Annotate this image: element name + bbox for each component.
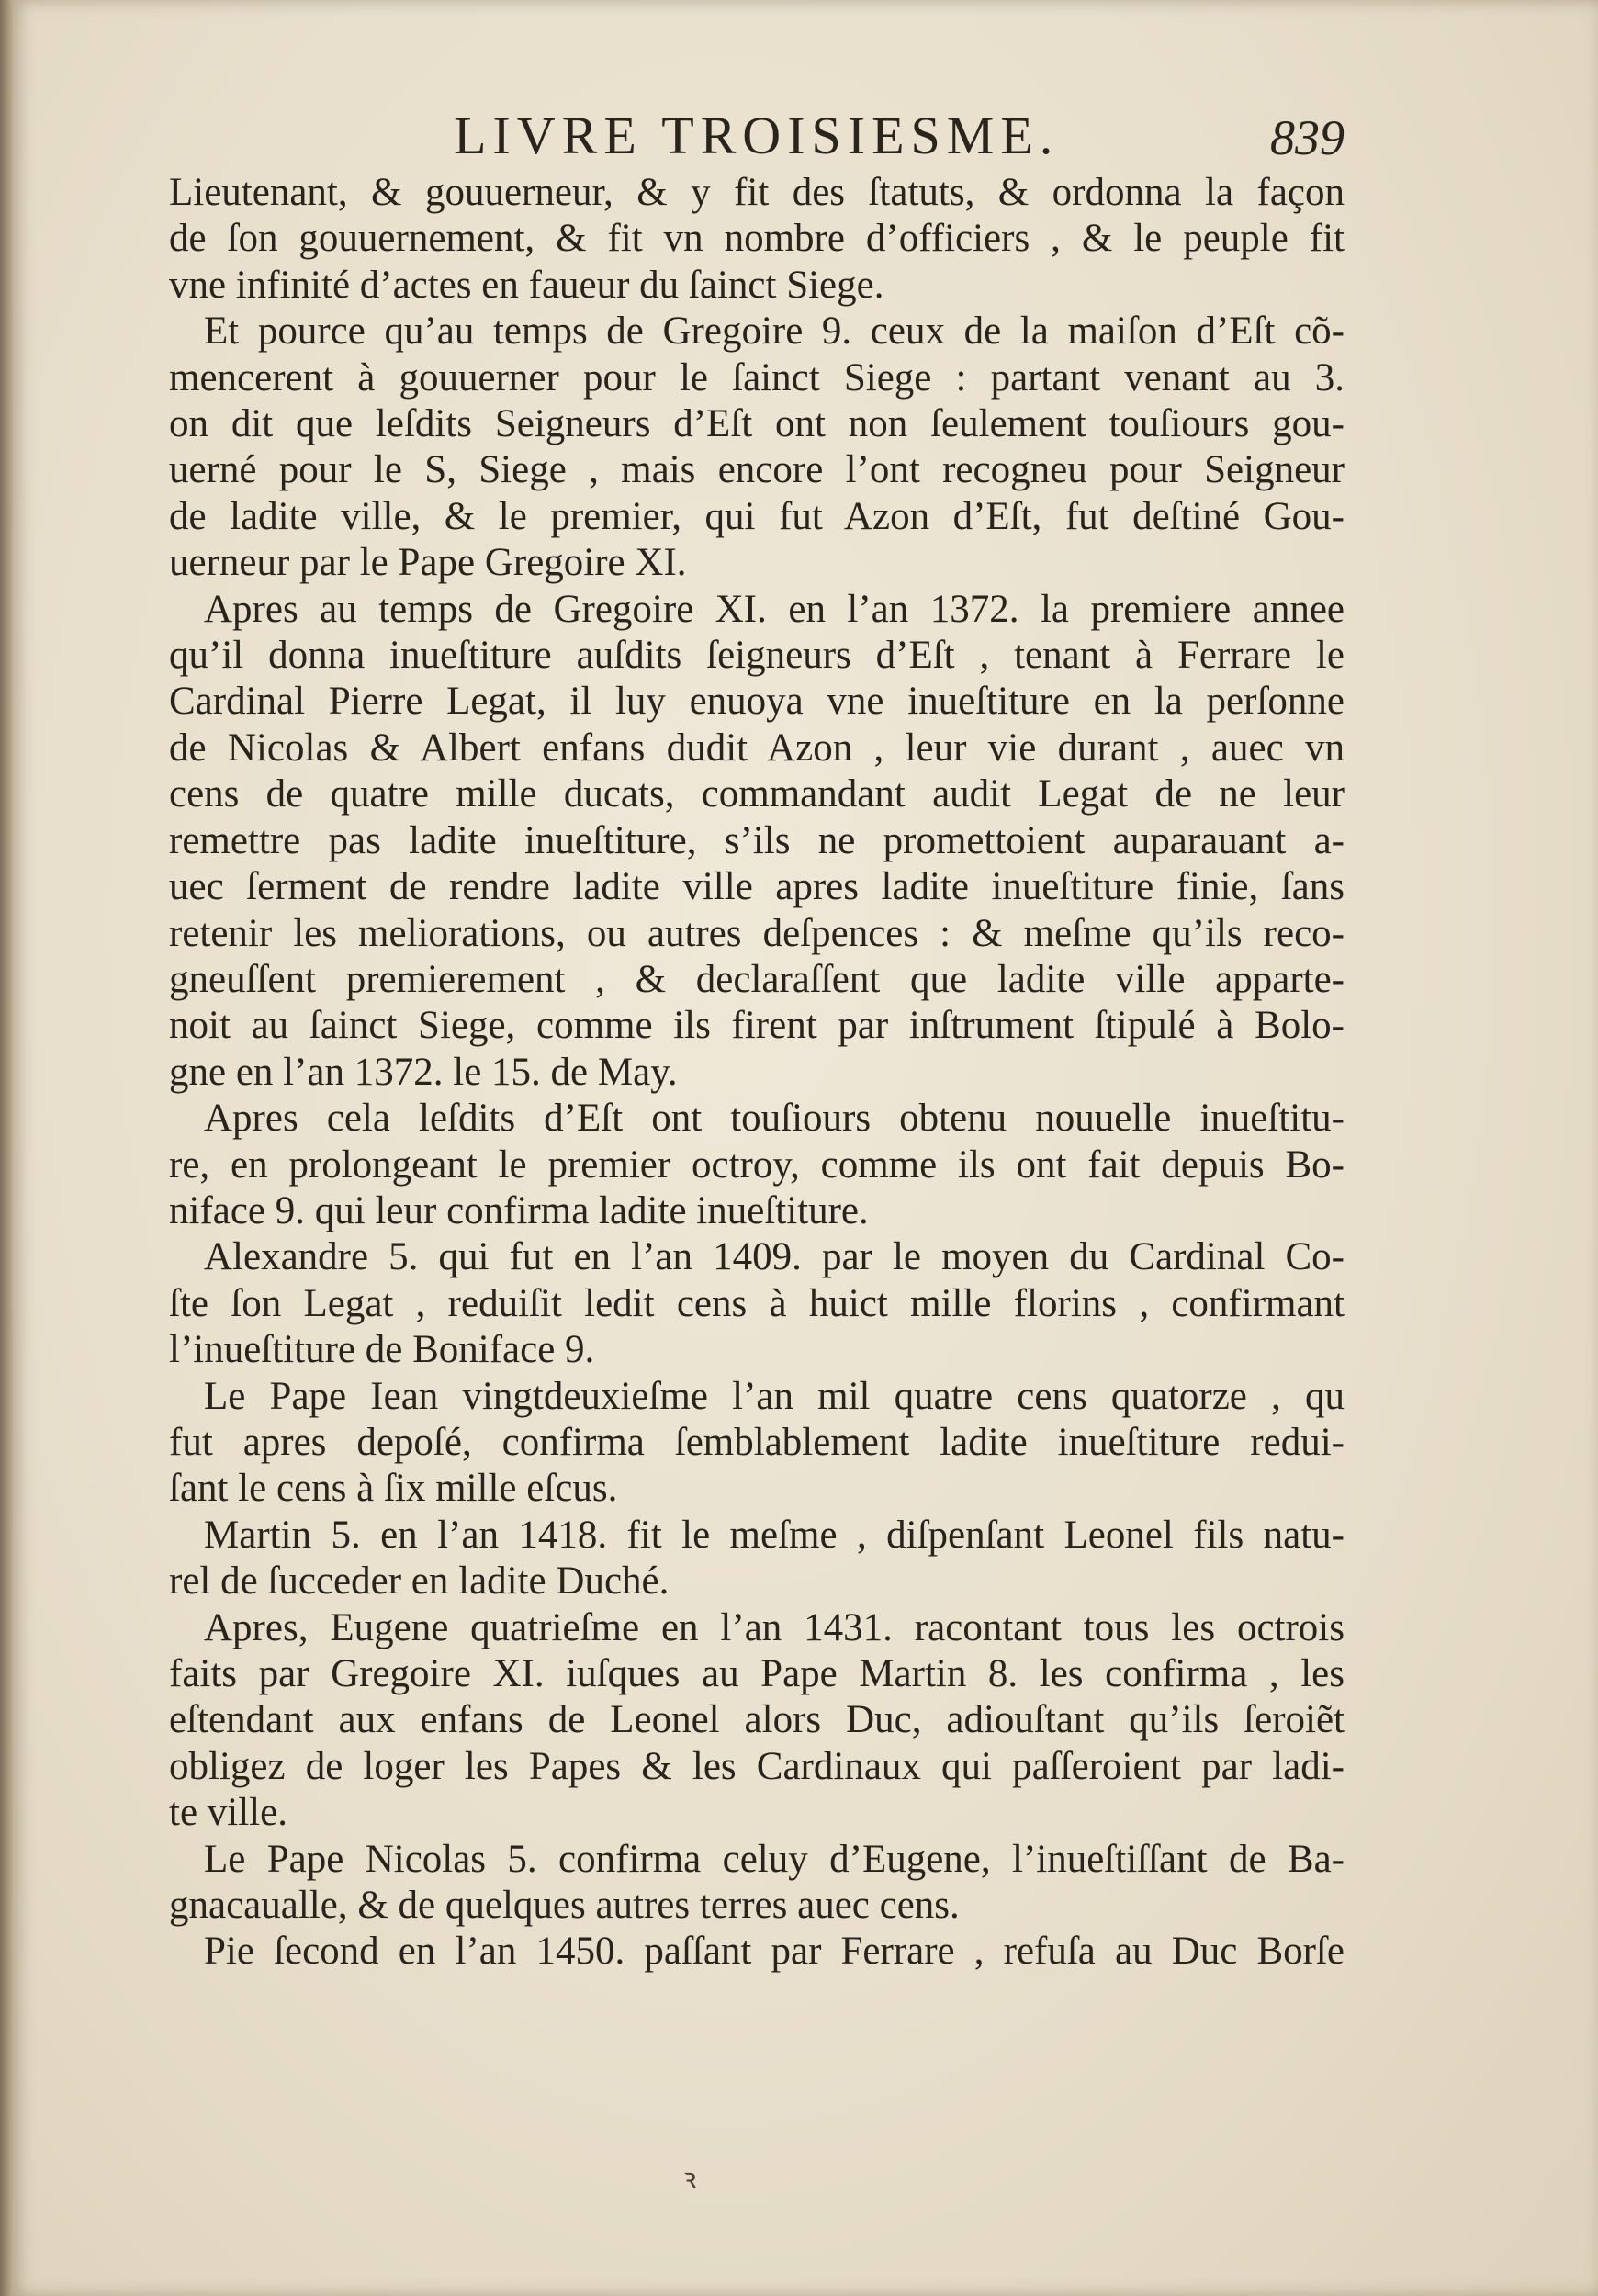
text-line: Apres cela leſdits d’Eſt ont touſiours obtenu nouuelle inueſtitu-	[204, 1097, 1345, 1141]
text-line: de Nicolas & Albert enfans dudit Azon , leur vie durant , auec vn	[169, 726, 1345, 770]
paragraph	[169, 1513, 1345, 1605]
text-line: eſtendant aux enfans de Leonel alors Duc, adiouſtant qu’ils ſeroiẽt	[169, 1698, 1345, 1742]
text-line: Alexandre 5. qui fut en l’an 1409. par le moyen du Cardinal Co-	[204, 1235, 1345, 1279]
text-line: faits par Gregoire XI. iuſques au Pape Martin 8. les confirma , les	[169, 1652, 1345, 1695]
text-line: rel de ſucceder en ladite Duché.	[169, 1559, 670, 1604]
paragraph	[169, 1929, 1345, 1975]
text-line: gnacaualle, & de quelques autres terres auec cens.	[169, 1884, 960, 1928]
text-line: cens de quatre mille ducats, commandant audit Legat de ne leur	[169, 772, 1345, 816]
text-line: l’inueſtiture de Boniface 9.	[169, 1328, 595, 1372]
text-line: noit au ſainct Siege, comme ils firent par inſtrument ſtipulé à Bolo-	[169, 1004, 1345, 1048]
page-number: 839	[1270, 110, 1345, 165]
text-line: fut apres depoſé, confirma ſemblablement ladite inueſtiture redui-	[169, 1420, 1345, 1464]
text-line: te ville.	[169, 1791, 287, 1835]
text-line: de ſon gouuernement, & fit vn nombre d’officiers , & le peuple fit	[169, 217, 1345, 261]
paragraph	[169, 1096, 1345, 1234]
text-line: Apres, Eugene quatrieſme en l’an 1431. racontant tous les octrois	[204, 1605, 1345, 1649]
paragraph	[169, 309, 1345, 586]
text-line: Martin 5. en l’an 1418. fit le meſme , diſpenſant Leonel fils natu-	[204, 1513, 1345, 1557]
text-line: Le Pape Iean vingtdeuxieſme l’an mil quatre cens quatorze , qu	[204, 1374, 1345, 1418]
body-text	[169, 170, 1345, 1975]
text-line: Lieutenant, & gouuerneur, & y fit des ſtatuts, & ordonna la façon	[169, 171, 1345, 214]
text-line: vne infinité d’actes en faueur du ſainct Siege.	[169, 263, 884, 307]
running-head: LIVRE TROISIESME.	[454, 106, 1060, 165]
paragraph	[169, 587, 1345, 1096]
paragraph	[169, 1234, 1345, 1373]
page-header	[454, 99, 1345, 173]
page-binding-edge	[0, 0, 13, 2296]
text-line: Pie ſecond en l’an 1450. paſſant par Ferrare , refuſa au Duc Borſe	[204, 1930, 1345, 1974]
paragraph	[169, 170, 1345, 309]
paragraph	[169, 1837, 1345, 1930]
text-line: obligez de loger les Papes & les Cardinaux qui paſſeroient par ladi-	[169, 1744, 1345, 1788]
text-line: gneuſſent premierement , & declaraſſent que ladite ville apparte-	[169, 957, 1345, 1001]
text-line: Cardinal Pierre Legat, il luy enuoya vne inueſtiture en la perſonne	[169, 680, 1345, 724]
paragraph	[169, 1605, 1345, 1837]
text-line: qu’il donna inueſtiture auſdits ſeigneurs d’Eſt , tenant à Ferrare le	[169, 634, 1345, 678]
text-line: de ladite ville, & le premier, qui fut Azon d’Eſt, fut deſtiné Gou-	[169, 494, 1345, 538]
text-line: niface 9. qui leur confirma ladite inueſtiture.	[169, 1188, 869, 1232]
page-ornament: ꝛ	[683, 2163, 697, 2195]
text-line: re, en prolongeant le premier octroy, comme ils ont fait depuis Bo-	[169, 1142, 1345, 1187]
text-line: ſte ſon Legat , reduiſit ledit cens à huict mille florins , confirmant	[169, 1281, 1345, 1325]
text-line: Apres au temps de Gregoire XI. en l’an 1372. la premiere annee	[204, 587, 1345, 631]
text-line: Et pource qu’au temps de Gregoire 9. ceux de la maiſon d’Eſt cõ-	[204, 310, 1345, 354]
book-page	[13, 0, 1598, 2296]
text-line: ſant le cens à ſix mille eſcus.	[169, 1467, 618, 1511]
text-line: uerneur par le Pape Gregoire XI.	[169, 541, 687, 585]
text-line: on dit que leſdits Seigneurs d’Eſt ont non ſeulement touſiours gou-	[169, 402, 1345, 446]
text-line: remettre pas ladite inueſtiture, s’ils ne promettoient auparauant a-	[169, 818, 1345, 862]
text-line: uec ſerment de rendre ladite ville apres ladite inueſtiture finie, ſans	[169, 865, 1345, 909]
text-line: gne en l’an 1372. le 15. de May.	[169, 1050, 678, 1094]
text-line: retenir les meliorations, ou autres deſpences : & meſme qu’ils reco-	[169, 911, 1345, 955]
paragraph	[169, 1374, 1345, 1513]
text-line: Le Pape Nicolas 5. confirma celuy d’Eugene, l’inueſtiſſant de Ba-	[204, 1837, 1345, 1881]
text-line: mencerent à gouuerner pour le ſainct Siege : partant venant au 3.	[169, 355, 1345, 400]
text-line: uerné pour le S, Siege , mais encore l’ont recogneu pour Seigneur	[169, 448, 1345, 492]
